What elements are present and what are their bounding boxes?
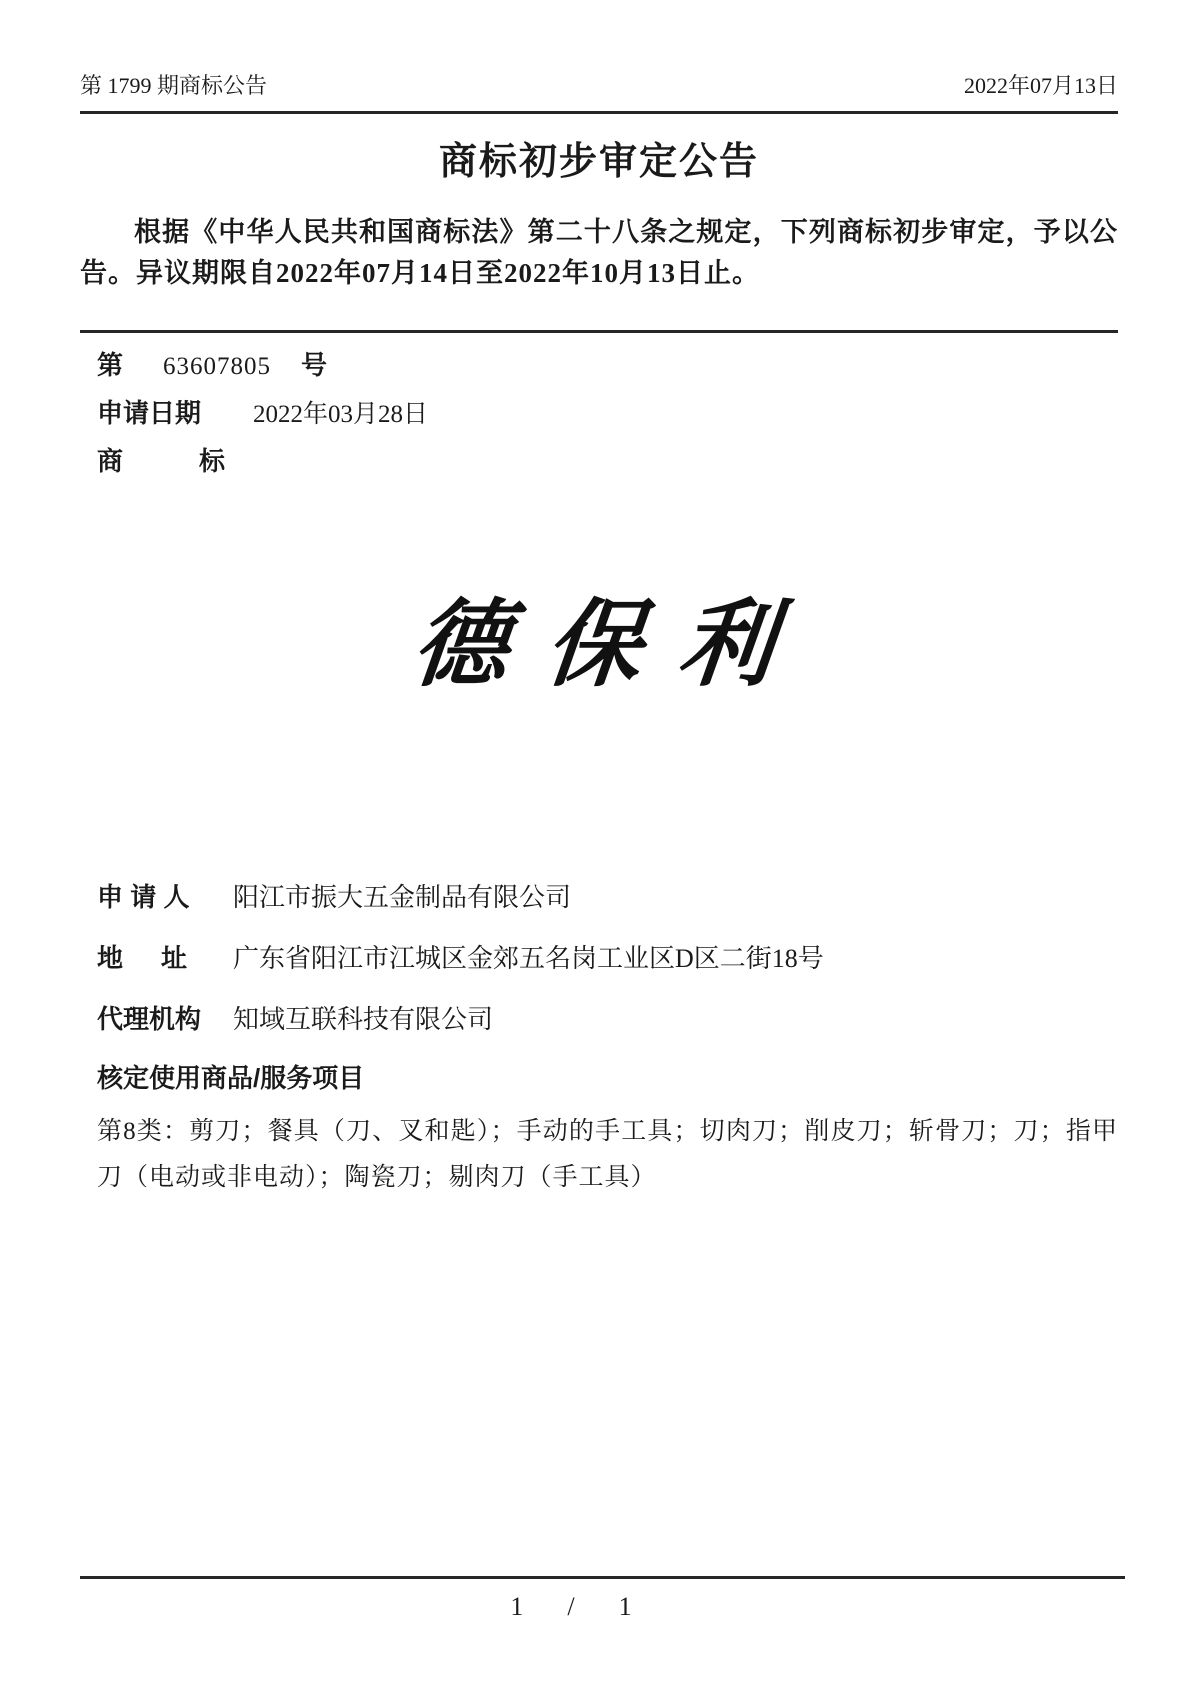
trademark-label: 商 标 — [97, 446, 234, 476]
number-suffix-label: 号 — [301, 350, 328, 380]
page-number-current: 1 — [510, 1592, 524, 1621]
trademark-number-row — [80, 349, 1118, 383]
agency-row — [80, 1002, 1118, 1037]
footer-divider — [80, 1576, 1125, 1579]
gazette-issue-number: 第 1799 期商标公告 — [80, 73, 268, 98]
page-number-separator: / — [567, 1592, 575, 1621]
gazette-publish-date: 2022年07月13日 — [963, 73, 1118, 98]
trademark-image-area — [80, 572, 1118, 702]
applicant-label: 申 请 人 — [97, 882, 190, 912]
goods-services-heading: 核定使用商品/服务项目 — [97, 1063, 365, 1093]
address-value: 广东省阳江市江城区金郊五名岗工业区D区二街18号 — [233, 944, 824, 973]
address-label: 地 址 — [97, 943, 194, 973]
application-date-value: 2022年03月28日 — [253, 401, 429, 428]
announcement-title: 商标初步审定公告 — [438, 141, 759, 183]
record-divider — [80, 330, 1118, 333]
page-number — [0, 1592, 1166, 1622]
applicant-value: 阳江市振大五金制品有限公司 — [233, 883, 572, 912]
application-date-label: 申请日期 — [97, 398, 202, 428]
number-prefix-label: 第 — [97, 350, 124, 380]
trademark-calligraphy-text: 德保利 — [408, 592, 819, 698]
page-number-total: 1 — [618, 1592, 632, 1621]
agency-label: 代理机构 — [97, 1004, 202, 1034]
application-date-row — [80, 397, 1118, 431]
trademark-number-value: 63607805 — [163, 353, 272, 380]
page-content — [80, 0, 1118, 1201]
agency-value: 知域互联科技有限公司 — [233, 1005, 494, 1034]
gazette-header — [80, 0, 1118, 99]
goods-services-list: 第8类：剪刀；餐具（刀、叉和匙）；手动的手工具；切肉刀；削皮刀；斩骨刀；刀；指甲刀（电动或非电动）；陶瓷刀；剔肉刀（手工具） — [97, 1118, 1118, 1191]
address-row — [80, 941, 1118, 976]
applicant-row — [80, 880, 1118, 915]
header-divider — [80, 111, 1118, 114]
trademark-label-row — [80, 445, 1118, 477]
announcement-intro: 根据《中华人民共和国商标法》第二十八条之规定，下列商标初步审定，予以公告。异议期限自2022年07月14日至2022年10月13日止。 — [80, 217, 1118, 288]
